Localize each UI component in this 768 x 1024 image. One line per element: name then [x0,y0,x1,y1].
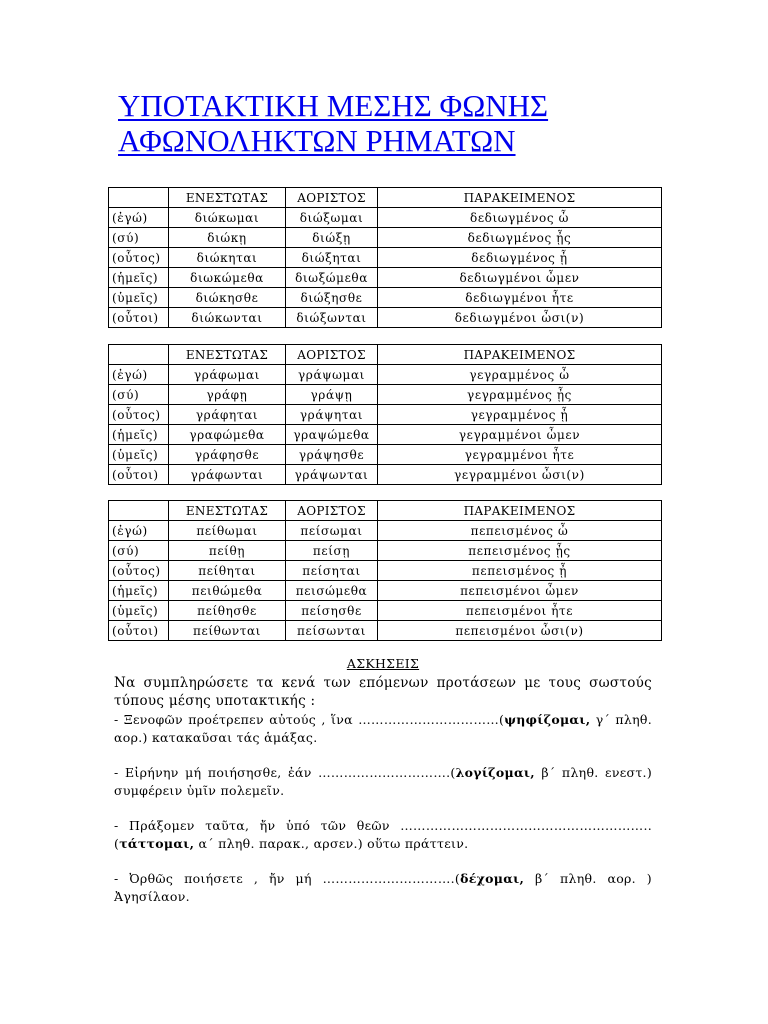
pronoun-cell: (οὗτοι) [109,621,169,641]
table-row [109,248,662,268]
present-cell: γράφησθε [169,445,286,465]
pronoun-cell: (οὗτοι) [109,465,169,485]
exercise-verb: τάττομαι, [119,836,195,851]
present-cell: γράφωμαι [169,365,286,385]
perfect-cell: δεδιωγμένος ὦ [378,208,662,228]
conjugation-table-graphomai [108,344,662,485]
perfect-cell: δεδιωγμένος ᾖς [378,228,662,248]
aorist-cell: διώξωνται [286,308,378,328]
perfect-cell: πεπεισμένοι ὦσι(ν) [378,621,662,641]
exercise-text: - Ξενοφῶν προέτρεπεν αὐτούς , ἵνα ……………………………( [114,711,505,727]
exercise-item-1 [114,711,652,748]
aorist-cell: γράψηται [286,405,378,425]
perfect-cell: γεγραμμένος ὦ [378,365,662,385]
table-row [109,208,662,228]
header-empty [109,188,169,208]
aorist-cell: πεισώμεθα [286,581,378,601]
perfect-cell: γεγραμμένοι ἦτε [378,445,662,465]
table-row [109,268,662,288]
aorist-cell: διωξώμεθα [286,268,378,288]
table-row [109,561,662,581]
perfect-cell: πεπεισμένος ὦ [378,521,662,541]
exercises-title: ΑΣΚΗΣΕΙΣ [346,656,420,671]
header-present: ΕΝΕΣΤΩΤΑΣ [169,188,286,208]
present-cell: διώκηται [169,248,286,268]
table-row [109,621,662,641]
aorist-cell: γράψωμαι [286,365,378,385]
present-cell: γραφώμεθα [169,425,286,445]
table-row [109,385,662,405]
exercise-text: β΄ πληθ. ενεστ.) συμφέρειν ὑμῖν πολεμεῖν. [114,764,652,798]
exercise-verb: λογίζομαι, [455,764,535,780]
pronoun-cell: (οὗτος) [109,248,169,268]
exercise-text: - Πράξομεν ταῦτα, ἤν ὑπό τῶν θεῶν ………………………………………………….. ( [114,817,652,851]
present-cell: πείθωνται [169,621,286,641]
aorist-cell: πείσηται [286,561,378,581]
table-row [109,465,662,485]
perfect-cell: πεπεισμένος ᾖ [378,561,662,581]
pronoun-cell: (ἐγώ) [109,208,169,228]
pronoun-cell: (οὗτοι) [109,308,169,328]
perfect-cell: πεπεισμένος ᾖς [378,541,662,561]
aorist-cell: πείσῃ [286,541,378,561]
exercise-text: α΄ πληθ. παρακ., αρσεν.) οὕτω πράττειν. [194,836,469,851]
aorist-cell: γράψησθε [286,445,378,465]
present-cell: διώκησθε [169,288,286,308]
pronoun-cell: (σύ) [109,541,169,561]
header-present: ΕΝΕΣΤΩΤΑΣ [169,501,286,521]
table-row [109,601,662,621]
perfect-cell: πεπεισμένοι ἦτε [378,601,662,621]
header-aorist: ΑΟΡΙΣΤΟΣ [286,188,378,208]
perfect-cell: δεδιωγμένοι ὦμεν [378,268,662,288]
pronoun-cell: (σύ) [109,385,169,405]
exercise-verb: ψηφίζομαι, [504,711,591,727]
present-cell: γράφῃ [169,385,286,405]
exercises-instruction: Να συμπληρώσετε τα κενά των επόμενων προτάσεων με τους σωστούς τύπους μέσης υποτακτικής : [114,674,652,709]
exercise-text: - Ὀρθῶς ποιήσετε , ἤν μή ………………………….( [114,870,461,886]
pronoun-cell: (ἐγώ) [109,365,169,385]
pronoun-cell: (ὑμεῖς) [109,601,169,621]
table-row [109,445,662,465]
table-header-row [109,345,662,365]
header-perfect: ΠΑΡΑΚΕΙΜΕΝΟΣ [378,501,662,521]
header-present: ΕΝΕΣΤΩΤΑΣ [169,345,286,365]
table-header-row [109,501,662,521]
perfect-cell: γεγραμμένος ᾖ [378,405,662,425]
pronoun-cell: (σύ) [109,228,169,248]
perfect-cell: δεδιωγμένοι ὦσι(ν) [378,308,662,328]
header-empty [109,345,169,365]
present-cell: γράφηται [169,405,286,425]
perfect-cell: γεγραμμένοι ὦμεν [378,425,662,445]
present-cell: διώκωνται [169,308,286,328]
perfect-cell: δεδιωγμένοι ἦτε [378,288,662,308]
title-line-2: ΑΦΩΝΟΛΗΚΤΩΝ ΡΗΜΑΤΩΝ [118,123,516,158]
table-row [109,288,662,308]
conjugation-table-diokomai [108,187,662,328]
perfect-cell: πεπεισμένοι ὦμεν [378,581,662,601]
pronoun-cell: (ἐγώ) [109,521,169,541]
exercise-item-3 [114,817,652,854]
perfect-cell: γεγραμμένοι ὦσι(ν) [378,465,662,485]
present-cell: διωκώμεθα [169,268,286,288]
present-cell: πείθηται [169,561,286,581]
pronoun-cell: (ὑμεῖς) [109,445,169,465]
present-cell: πείθῃ [169,541,286,561]
present-cell: γράφωνται [169,465,286,485]
aorist-cell: γράψωνται [286,465,378,485]
table-row [109,405,662,425]
table-row [109,521,662,541]
aorist-cell: διώξωμαι [286,208,378,228]
exercise-text: β΄ πληθ. αορ. ) Ἀγησίλαον. [114,870,652,904]
table-row [109,541,662,561]
table-header-row [109,188,662,208]
table-row [109,581,662,601]
header-perfect: ΠΑΡΑΚΕΙΜΕΝΟΣ [378,188,662,208]
present-cell: πείθησθε [169,601,286,621]
pronoun-cell: (οὗτος) [109,405,169,425]
header-empty [109,501,169,521]
pronoun-cell: (ὑμεῖς) [109,288,169,308]
aorist-cell: πείσωνται [286,621,378,641]
present-cell: πείθωμαι [169,521,286,541]
present-cell: διώκωμαι [169,208,286,228]
aorist-cell: διώξηται [286,248,378,268]
aorist-cell: διώξησθε [286,288,378,308]
pronoun-cell: (ἡμεῖς) [109,581,169,601]
present-cell: διώκῃ [169,228,286,248]
table-row [109,308,662,328]
pronoun-cell: (ἡμεῖς) [109,268,169,288]
header-aorist: ΑΟΡΙΣΤΟΣ [286,501,378,521]
header-aorist: ΑΟΡΙΣΤΟΣ [286,345,378,365]
table-row [109,425,662,445]
aorist-cell: γραψώμεθα [286,425,378,445]
page-title [118,88,678,158]
aorist-cell: γράψῃ [286,385,378,405]
exercise-item-2 [114,764,652,801]
aorist-cell: πείσωμαι [286,521,378,541]
perfect-cell: δεδιωγμένος ᾖ [378,248,662,268]
pronoun-cell: (οὗτος) [109,561,169,581]
exercise-verb: δέχομαι, [460,870,525,886]
exercise-text: γ΄ πληθ. αορ.) κατακαῦσαι τάς ἁμάξας. [114,711,652,745]
present-cell: πειθώμεθα [169,581,286,601]
aorist-cell: διώξῃ [286,228,378,248]
header-perfect: ΠΑΡΑΚΕΙΜΕΝΟΣ [378,345,662,365]
exercise-text: - Εἰρήνην μή ποιήσησθε, ἐάν ………………………….( [114,764,456,780]
exercise-item-4 [114,870,652,907]
perfect-cell: γεγραμμένος ᾖς [378,385,662,405]
table-row [109,228,662,248]
aorist-cell: πείσησθε [286,601,378,621]
table-row [109,365,662,385]
pronoun-cell: (ἡμεῖς) [109,425,169,445]
exercises-section [114,655,652,907]
title-line-1: ΥΠΟΤΑΚΤΙΚΗ ΜΕΣΗΣ ΦΩΝΗΣ [118,88,549,123]
conjugation-table-peithomai [108,500,662,641]
